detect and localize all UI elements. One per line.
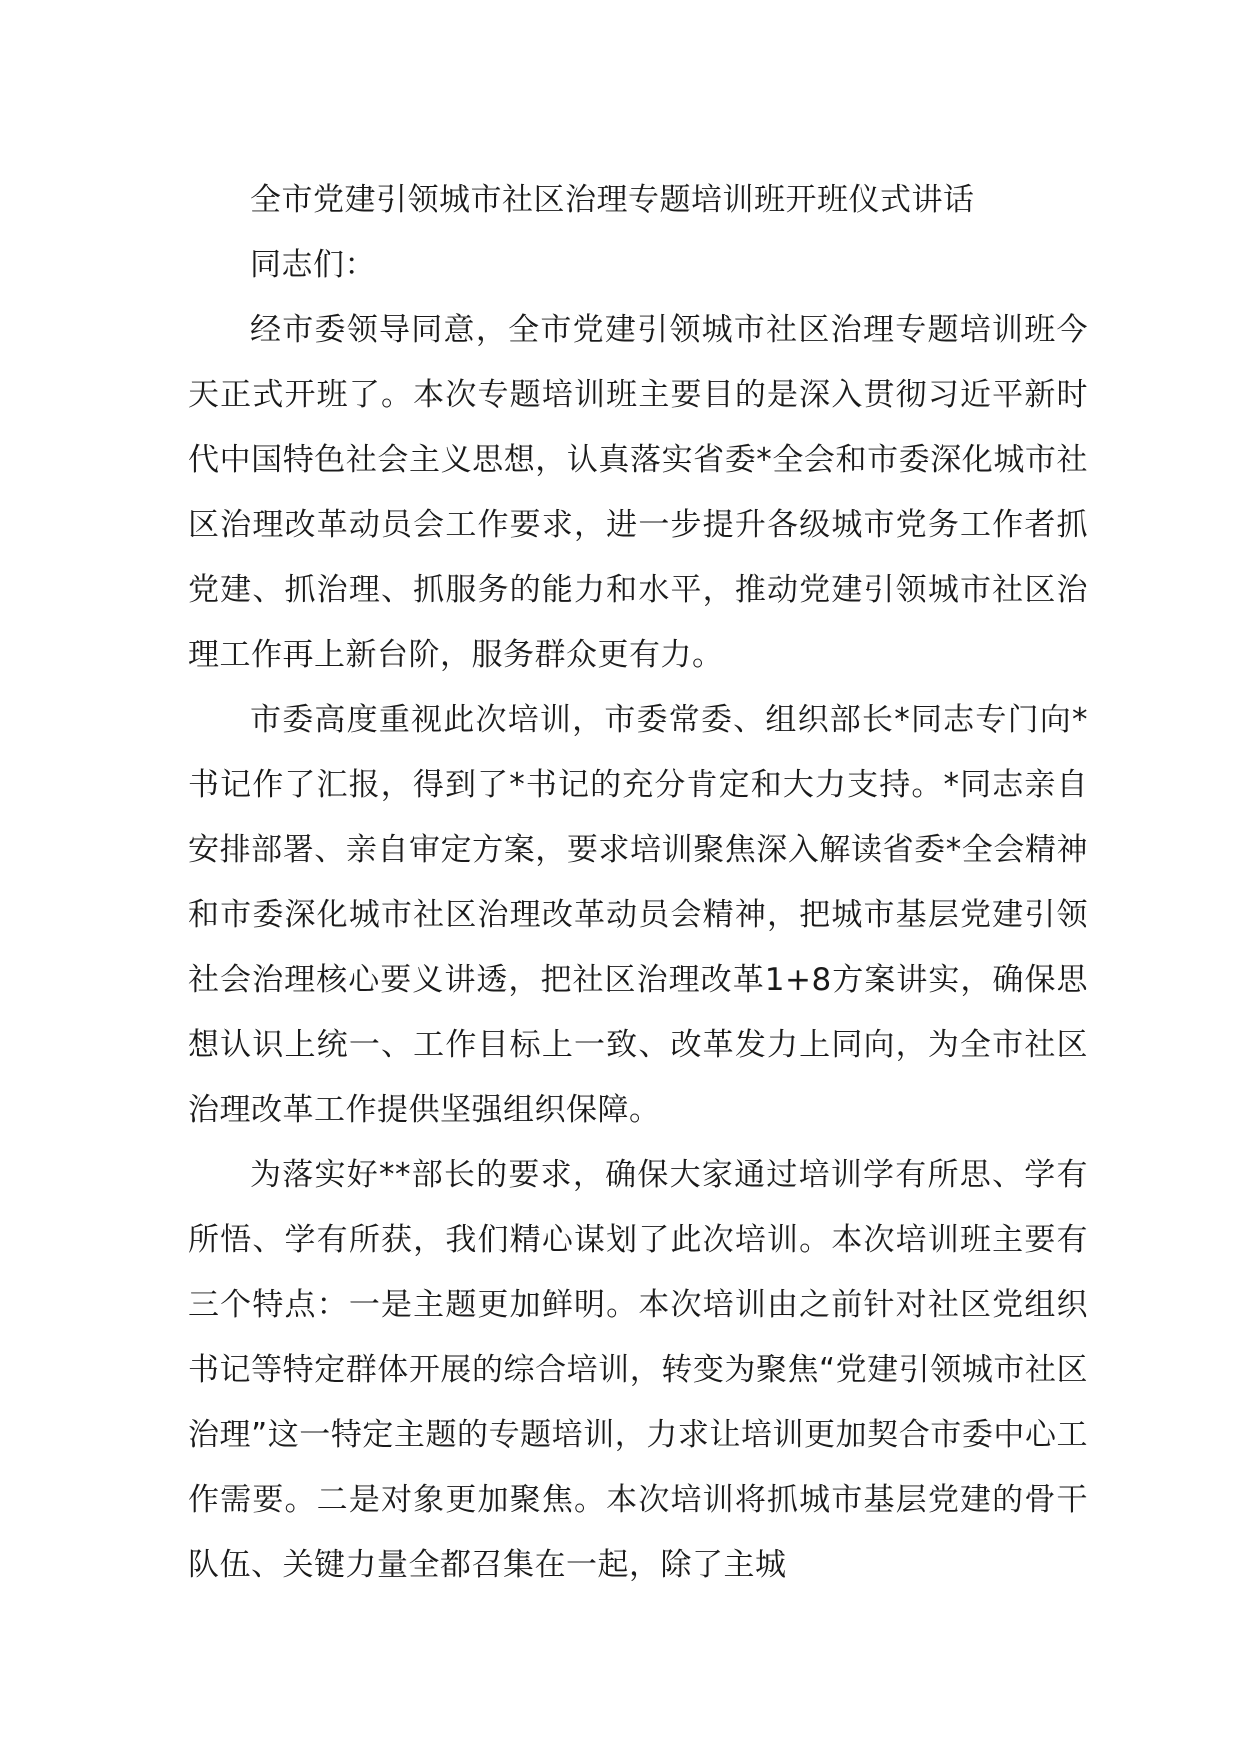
paragraph-2: 市委高度重视此次培训，市委常委、组织部长*同志专门向*书记作了汇报，得到了*书记的充分肯定和大力支持。*同志亲自安排部署、亲自审定方案，要求培训聚焦深入解读省委*全会精神和市委深化城市社区治理改革动员会精神，把城市基层党建引领社会治理核心要义讲透，把社区治理改革1+8方案讲实，确保思想认识上统一、工作目标上一致、改革发力上同向，为全市社区治理改革工作提供坚强组织保障。 [188, 702, 1088, 1128]
document-body [188, 168, 1088, 1598]
salutation: 同志们： [250, 247, 376, 283]
paragraph-3: 为落实好**部长的要求，确保大家通过培训学有所思、学有所悟、学有所获，我们精心谋划了此次培训。本次培训班主要有三个特点：一是主题更加鲜明。本次培训由之前针对社区党组织书记等特定群体开展的综合培训，转变为聚焦“党建引领城市社区治理”这一特定主题的专题培训，力求让培训更加契合市委中心工作需要。二是对象更加聚焦。本次培训将抓城市基层党建的骨干队伍、关键力量全都召集在一起，除了主城 [188, 1157, 1088, 1583]
document-title: 全市党建引领城市社区治理专题培训班开班仪式讲话 [250, 182, 975, 218]
paragraph-1: 经市委领导同意，全市党建引领城市社区治理专题培训班今天正式开班了。本次专题培训班主要目的是深入贯彻习近平新时代中国特色社会主义思想，认真落实省委*全会和市委深化城市社区治理改革动员会工作要求，进一步提升各级城市党务工作者抓党建、抓治理、抓服务的能力和水平，推动党建引领城市社区治理工作再上新台阶，服务群众更有力。 [188, 312, 1088, 673]
